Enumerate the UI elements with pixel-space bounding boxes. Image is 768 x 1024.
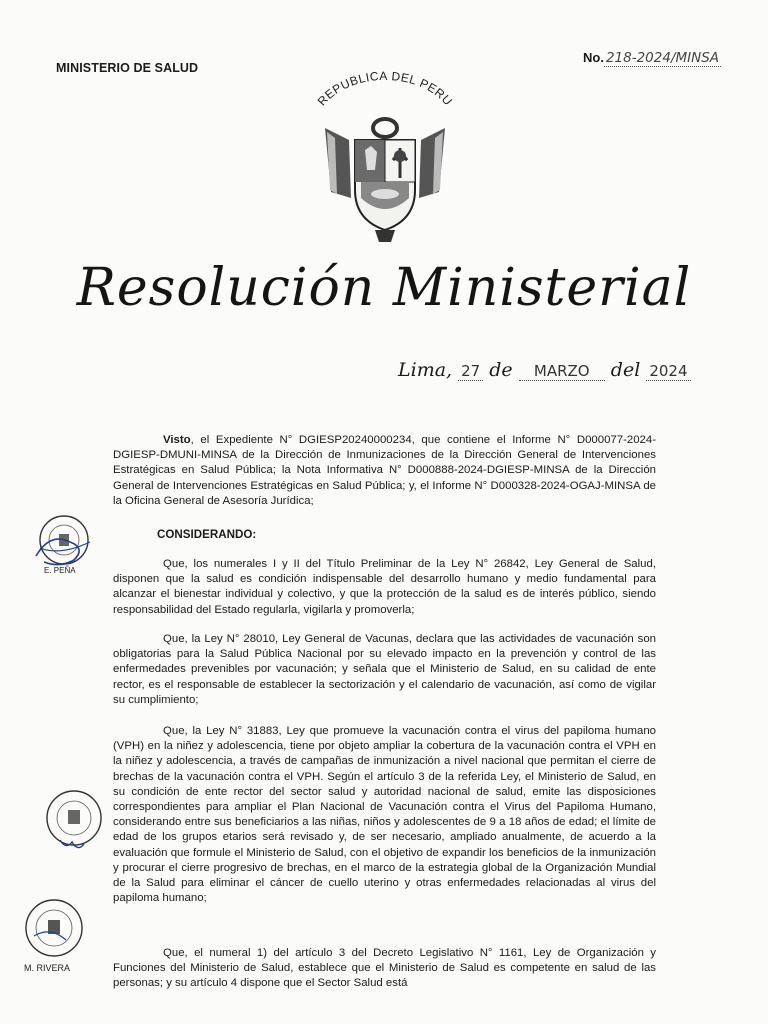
date-place: Lima, [398,359,453,381]
ministry-header: MINISTERIO DE SALUD [56,61,199,75]
visado-stamp-icon [20,896,86,962]
stamp-name-3: M. RIVERA [24,963,71,973]
emblem-arc-text: REPUBLICA DEL PERU [314,70,456,109]
date-del: del [610,359,641,381]
document-title: Resolución Ministerial [76,258,692,318]
paragraph-text: Que, la Ley N° 28010, Ley General de Vacunas, declara que las actividades de vacunación son obligatorias para la Salud Pública Nacional por su elevado impacto en la prevención y control de las enfermedades prevenibles por vacunación; y señala que el Ministerio de Salud, en su calidad de ente rector, es el responsable de establecer la sectorización y el calendario de vacunación, así como de vigilar su cumplimiento; [113,633,656,706]
paragraph-text: Que, el numeral 1) del artículo 3 del Decreto Legislativo N° 1161, Ley de Organización y Funciones del Ministerio de Salud, establece que el Ministerio de Salud es competente en salud de las personas; y su artículo 4 dispone que el Sector Salud está [113,947,656,990]
coat-of-arms-icon [305,70,465,245]
svg-text:REPUBLICA DEL PERU [315,70,456,108]
number-handwritten: 218-2024/MINSA [605,50,720,66]
number-prefix: No. [583,50,604,65]
visto-paragraph [113,433,656,509]
visado-stamp-icon [30,512,96,572]
paragraph-text: Que, la Ley N° 31883, Ley que promueve la vacunación contra el virus del papiloma humano (VPH) en la niñez y adolescencia, tiene por objeto ampliar la cobertura de la vacunación contra el VPH en la niñez y adolescencia, a través de campañas de inmunización a nivel nacional que permitan el cierre de brechas de la vacunación contra el VPH. Según el artículo 3 de la referida Ley, el Ministerio de Salud, en su condición de ente rector del sector salud y autoridad nacional de salud, emite las disposiciones correspondientes para ampliar el Plan Nacional de Vacunación contra el Virus del Papiloma Humano, considerando entre sus beneficiarios a las niñas, niños y adolescentes de 9 a 18 años de edad; el límite de edad de los grupos etarios será revisado y, de ser necesario, ampliado anualmente, de acuerdo a la evaluación que formule el Ministerio de Salud, con el objetivo de expandir los beneficios de la inmunización y procurar el cierre progresivo de brechas, en el marco de la estrategia global de la Organización Mundial de la Salud para eliminar el cáncer de cuello uterino y otras enfermedades relacionadas al virus del papiloma humano; [113,725,656,905]
visado-stamp-icon [42,788,106,858]
date-day: 27 [458,362,483,381]
considerando-heading: CONSIDERANDO: [157,528,257,541]
considerando-paragraph-1 [113,557,656,618]
place-date-line [398,359,691,381]
considerando-paragraph-3 [113,724,656,906]
date-de: de [489,359,513,381]
visto-text: , el Expediente N° DGIESP20240000234, que contiene el Informe N° D000077-2024-DGIESP-DMUNI-MINSA de la Dirección de Inmunizaciones de la Dirección General de Intervenciones Estratégicas en Salud Pública; la Nota Informativa N° D000888-2024-DGIESP-MINSA de la Dirección General de Intervenciones Estratégicas en Salud Pública; y, el Informe N° D000328-2024-OGAJ-MINSA de la Oficina General de Asesoría Jurídica; [113,434,656,507]
visto-lead: Visto [163,434,191,446]
date-month: MARZO [519,362,605,381]
resolution-number [583,50,721,67]
considerando-paragraph-4 [113,946,656,992]
paragraph-text: Que, los numerales I y II del Título Preliminar de la Ley N° 26842, Ley General de Salud, disponen que la salud es condición indispensable del desarrollo humano y medio fundamental para alcanzar el bienestar individual y colectivo, y que la protección de la salud es de interés público, siendo responsabilidad del Estado regularla, vigilarla y promoverla; [113,558,656,616]
stamp-name-1: E. PEÑA [44,566,76,575]
considerando-paragraph-2 [113,632,656,708]
date-year: 2024 [646,362,690,381]
